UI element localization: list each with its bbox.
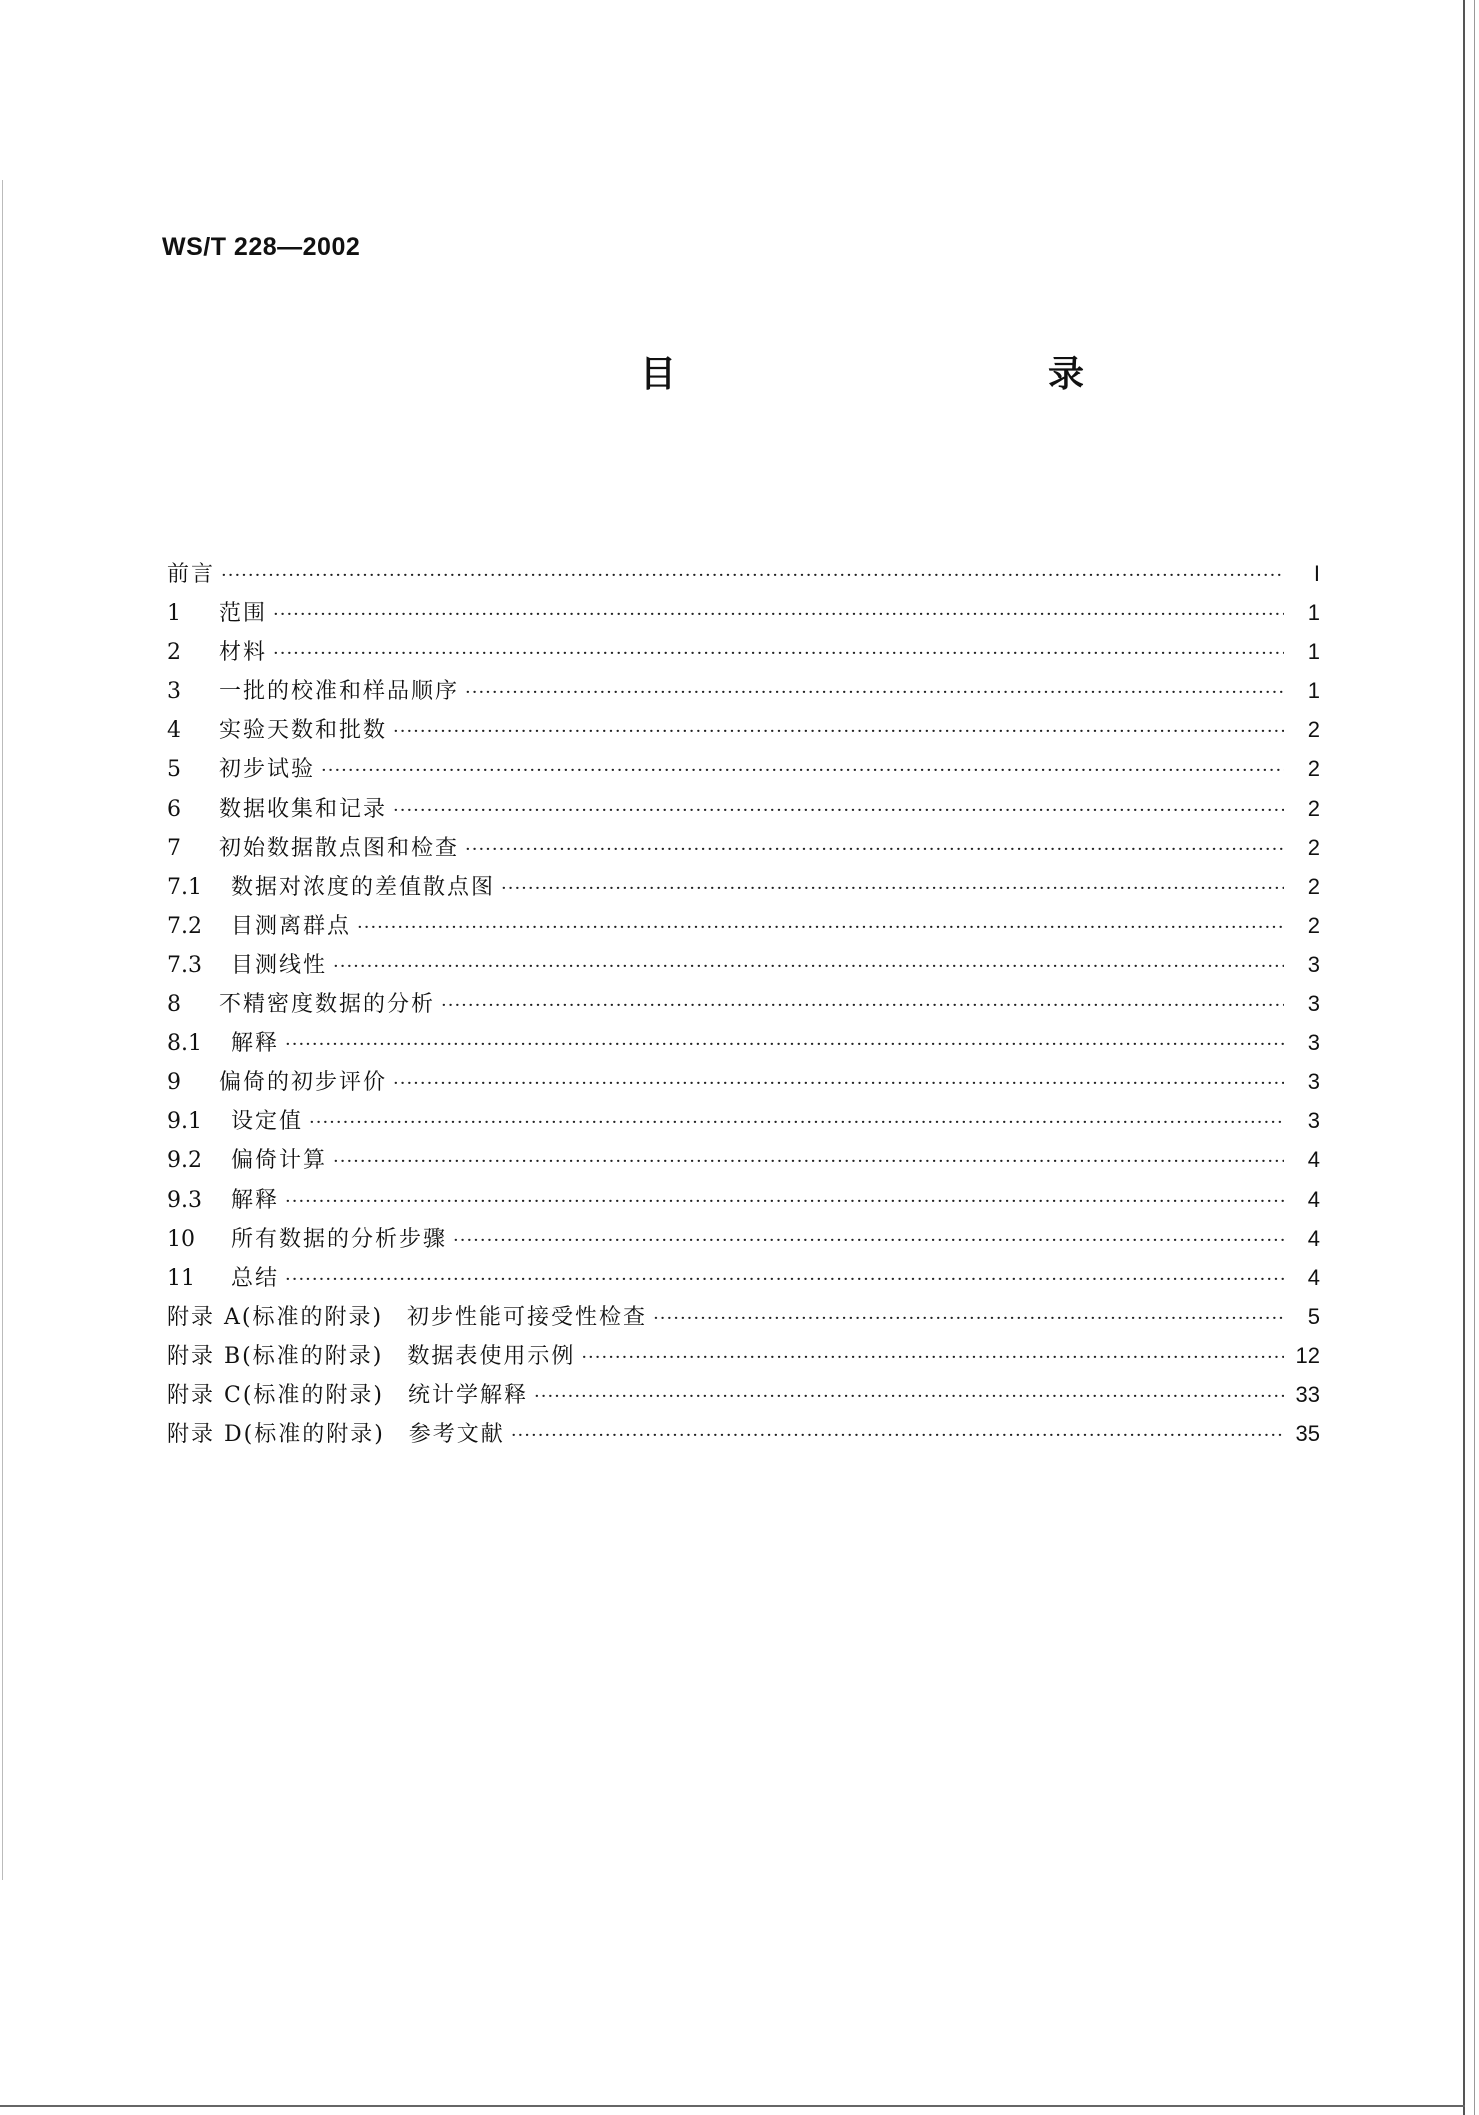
toc-entry-page: 5 (1307, 1303, 1320, 1329)
toc-dot-leader (465, 830, 1284, 869)
toc-entry-label: 数据收集和记录 (219, 796, 388, 822)
toc-entry-page: 2 (1307, 912, 1320, 938)
toc-entry-page: 3 (1307, 1069, 1320, 1095)
toc-dot-leader (534, 1377, 1284, 1416)
toc-entry-label: 不精密度数据的分析 (219, 992, 436, 1018)
scan-border-bottom (0, 2105, 1465, 2107)
toc-dot-leader (511, 1416, 1284, 1455)
toc-entry-number: 9.2 (167, 1148, 202, 1174)
toc-entry-page: I (1313, 561, 1320, 586)
toc-dot-leader (453, 1221, 1284, 1260)
page-title: 目 录 (640, 354, 1185, 395)
toc-entry-page: 33 (1295, 1381, 1320, 1407)
toc-entry[interactable] (167, 1414, 1320, 1453)
toc-dot-leader (333, 1142, 1284, 1181)
toc-entry[interactable] (167, 1101, 1320, 1140)
toc-entry-label: 偏倚的初步评价 (219, 1070, 388, 1096)
toc-entry-page: 2 (1307, 756, 1320, 782)
toc-entry-label: 数据对浓度的差值散点图 (231, 874, 496, 900)
toc-entry-number: 7.2 (167, 913, 202, 939)
toc-entry-label: 实验天数和批数 (219, 718, 388, 744)
toc-entry[interactable] (167, 1023, 1320, 1062)
toc-entry-number: 3 (167, 679, 181, 705)
toc-dot-leader (653, 1299, 1284, 1338)
toc-entry-label: 偏倚计算 (231, 1148, 328, 1174)
toc-dot-leader (333, 947, 1284, 986)
toc-entry[interactable] (167, 593, 1320, 632)
toc-entry[interactable] (167, 1258, 1320, 1297)
toc-entry-number: 11 (167, 1265, 195, 1291)
toc-entry-number: 9.3 (167, 1187, 202, 1213)
toc-entry-number: 5 (167, 757, 181, 783)
toc-entry-label: 设定值 (231, 1109, 304, 1135)
toc-entry[interactable] (167, 1180, 1320, 1219)
toc-entry-page: 4 (1307, 1264, 1320, 1290)
toc-dot-leader (581, 1338, 1284, 1377)
toc-entry-page: 3 (1307, 1108, 1320, 1134)
table-of-contents (167, 554, 1320, 1453)
toc-entry-label: 一批的校准和样品顺序 (219, 679, 460, 705)
toc-entry-page: 2 (1307, 717, 1320, 743)
toc-entry-page: 1 (1307, 678, 1320, 704)
toc-entry-number: 7.1 (167, 874, 202, 900)
toc-entry[interactable] (167, 749, 1320, 788)
toc-dot-leader (357, 908, 1284, 947)
toc-entry[interactable] (167, 1336, 1320, 1375)
toc-entry-page: 3 (1307, 951, 1320, 977)
toc-entry-label: 解释 (231, 1031, 280, 1057)
toc-entry-page: 3 (1307, 991, 1320, 1017)
toc-entry[interactable] (167, 1062, 1320, 1101)
toc-entry-label: 附录 B(标准的附录) 数据表使用示例 (167, 1343, 576, 1369)
toc-entry-page: 12 (1295, 1342, 1320, 1368)
toc-dot-leader (221, 556, 1284, 595)
toc-dot-leader (309, 1103, 1284, 1142)
toc-entry[interactable] (167, 1219, 1320, 1258)
toc-dot-leader (393, 1064, 1284, 1103)
toc-dot-leader (273, 595, 1284, 634)
toc-entry-page: 1 (1307, 600, 1320, 626)
toc-entry-label: 初始数据散点图和检查 (219, 835, 460, 861)
standard-code: WS/T 228—2002 (162, 233, 361, 261)
toc-entry-number: 8 (167, 992, 181, 1018)
toc-dot-leader (501, 869, 1284, 908)
toc-entry-label: 前言 (167, 562, 216, 587)
toc-dot-leader (441, 986, 1284, 1025)
toc-entry[interactable] (167, 632, 1320, 671)
toc-dot-leader (285, 1182, 1284, 1221)
toc-entry[interactable] (167, 984, 1320, 1023)
toc-entry-number: 7.3 (167, 952, 202, 978)
toc-entry-page: 1 (1307, 639, 1320, 665)
toc-entry-number: 7 (167, 835, 181, 861)
toc-entry[interactable] (167, 867, 1320, 906)
toc-entry-page: 3 (1307, 1030, 1320, 1056)
toc-entry-number: 10 (167, 1226, 195, 1252)
toc-dot-leader (285, 1260, 1284, 1299)
toc-entry[interactable] (167, 906, 1320, 945)
toc-entry[interactable] (167, 1297, 1320, 1336)
toc-entry[interactable] (167, 945, 1320, 984)
toc-entry[interactable] (167, 554, 1320, 593)
toc-entry-number: 9.1 (167, 1109, 202, 1135)
toc-entry-label: 目测离群点 (231, 913, 352, 939)
toc-entry[interactable] (167, 671, 1320, 710)
toc-entry-label: 附录 D(标准的附录) 参考文献 (167, 1422, 505, 1448)
toc-entry[interactable] (167, 789, 1320, 828)
toc-dot-leader (393, 791, 1284, 830)
toc-dot-leader (393, 712, 1284, 751)
toc-entry-page: 2 (1307, 873, 1320, 899)
scan-border-left (2, 180, 3, 1880)
toc-entry-label: 总结 (231, 1265, 280, 1291)
toc-entry-number: 1 (167, 601, 181, 627)
toc-entry-number: 6 (167, 796, 181, 822)
toc-entry-page: 2 (1307, 795, 1320, 821)
toc-entry-number: 2 (167, 640, 181, 666)
toc-entry-label: 目测线性 (231, 952, 328, 978)
toc-entry-label: 附录 C(标准的附录) 统计学解释 (167, 1382, 528, 1408)
toc-entry-page: 35 (1295, 1421, 1320, 1447)
toc-entry[interactable] (167, 710, 1320, 749)
toc-entry-label: 所有数据的分析步骤 (231, 1226, 448, 1252)
toc-dot-leader (321, 751, 1284, 790)
toc-entry-label: 初步试验 (219, 757, 316, 783)
toc-entry-number: 9 (167, 1070, 181, 1096)
toc-entry-number: 8.1 (167, 1031, 202, 1057)
toc-entry-label: 附录 A(标准的附录) 初步性能可接受性检查 (167, 1304, 648, 1330)
toc-entry-page: 2 (1307, 834, 1320, 860)
toc-entry-label: 材料 (219, 640, 268, 666)
toc-dot-leader (465, 673, 1284, 712)
scan-border-right-outer (1474, 0, 1475, 2115)
toc-entry-page: 4 (1307, 1186, 1320, 1212)
toc-entry[interactable] (167, 1140, 1320, 1179)
toc-dot-leader (285, 1025, 1284, 1064)
toc-entry-label: 解释 (231, 1187, 280, 1213)
toc-entry[interactable] (167, 1375, 1320, 1414)
toc-entry-label: 范围 (219, 601, 268, 627)
toc-dot-leader (273, 634, 1284, 673)
toc-entry[interactable] (167, 828, 1320, 867)
toc-entry-page: 4 (1307, 1147, 1320, 1173)
toc-entry-number: 4 (167, 718, 181, 744)
scan-border-right (1463, 0, 1465, 2115)
toc-entry-page: 4 (1307, 1225, 1320, 1251)
